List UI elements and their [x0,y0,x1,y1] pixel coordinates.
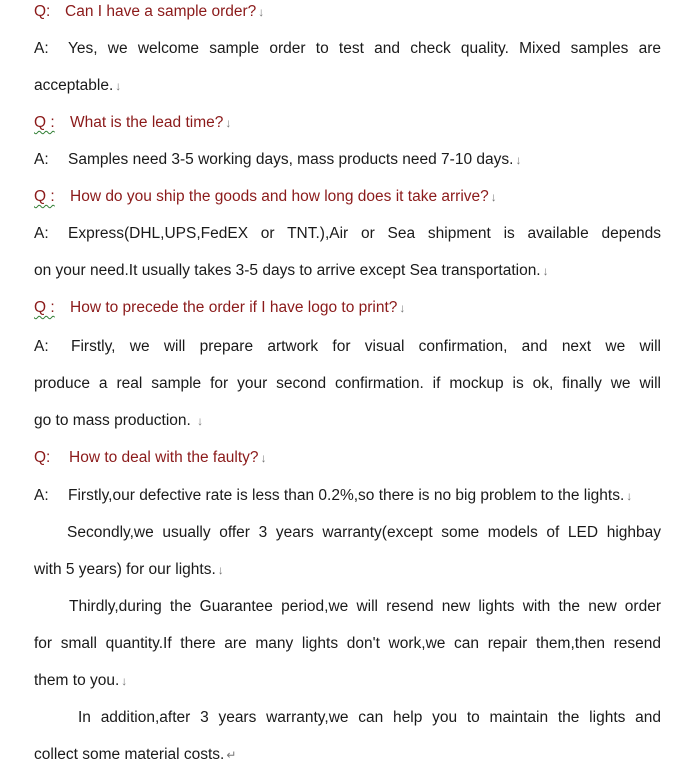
answer-prefix: A: [34,487,49,504]
question-prefix: Q : [34,299,55,316]
answer-line [34,260,661,282]
answer-line [34,336,661,358]
answer-text: them to you. [34,672,120,689]
paragraph-return-icon: ↓ [542,264,549,278]
answer-line [78,707,661,729]
answer-text: acceptable. [34,77,114,94]
paragraph-return-icon: ↓ [515,153,522,167]
question-text: How to precede the order if I have logo to print? [70,299,398,316]
question-prefix: Q : [34,114,55,131]
answer-line [67,522,661,544]
question-prefix: Q: [34,449,51,466]
answer-text: go to mass production. [34,412,196,429]
question-line [34,1,661,23]
answer-line [34,633,661,655]
question-line [34,297,661,319]
answer-text: Secondly,we usually offer 3 years warranty(except some models of LED highbay [67,524,661,541]
answer-prefix: A: [34,338,49,355]
paragraph-return-icon: ↓ [197,414,204,428]
answer-text: In addition,after 3 years warranty,we can help you to maintain the lights and [78,709,661,726]
answer-text: Firstly, we will prepare artwork for visual confirmation, and next we will [71,338,661,355]
question-line [34,447,661,469]
answer-line [69,596,661,618]
paragraph-return-icon: ↓ [626,489,633,503]
answer-text: with 5 years) for our lights. [34,561,216,578]
answer-text: collect some material costs. [34,746,225,763]
answer-line [34,410,661,432]
question-text: What is the lead time? [70,114,224,131]
answer-text: Samples need 3-5 working days, mass products need 7-10 days. [68,151,514,168]
question-prefix: Q: [34,3,51,20]
question-text: How do you ship the goods and how long does it take arrive? [70,188,489,205]
answer-prefix: A: [34,40,49,57]
question-prefix: Q : [34,188,55,205]
answer-text: Yes, we welcome sample order to test and check quality. Mixed samples are [68,40,661,57]
answer-line [34,670,661,692]
answer-prefix: A: [34,151,49,168]
answer-line [34,485,661,507]
answer-text: produce a real sample for your second confirmation. if mockup is ok, finally we will [34,375,661,392]
answer-line [34,149,661,171]
paragraph-return-icon: ↓ [260,451,267,465]
paragraph-return-icon: ↓ [115,79,122,93]
answer-text: for small quantity.If there are many lights don't work,we can repair them,then resend [34,635,661,652]
answer-prefix: A: [34,225,49,242]
paragraph-return-icon: ↓ [399,301,406,315]
paragraph-return-icon: ↓ [225,116,232,130]
paragraph-return-icon: ↓ [217,563,224,577]
answer-text: Express(DHL,UPS,FedEX or TNT.),Air or Sea shipment is available depends [68,225,661,242]
answer-text: Firstly,our defective rate is less than 0.2%,so there is no big problem to the lights. [68,487,625,504]
answer-line [34,744,661,766]
question-line [34,112,661,134]
answer-text: on your need.It usually takes 3-5 days to arrive except Sea transportation. [34,262,541,279]
question-text: How to deal with the faulty? [69,449,259,466]
paragraph-return-icon: ↓ [258,5,265,19]
paragraph-return-icon: ↵ [226,748,237,762]
answer-line [34,38,661,60]
answer-text: Thirdly,during the Guarantee period,we will resend new lights with the new order [69,598,661,615]
paragraph-return-icon: ↓ [121,674,128,688]
answer-line [34,559,661,581]
question-text: Can I have a sample order? [65,3,257,20]
answer-line [34,373,661,395]
question-line [34,186,661,208]
paragraph-return-icon: ↓ [490,190,497,204]
answer-line [34,75,661,97]
answer-line [34,223,661,245]
